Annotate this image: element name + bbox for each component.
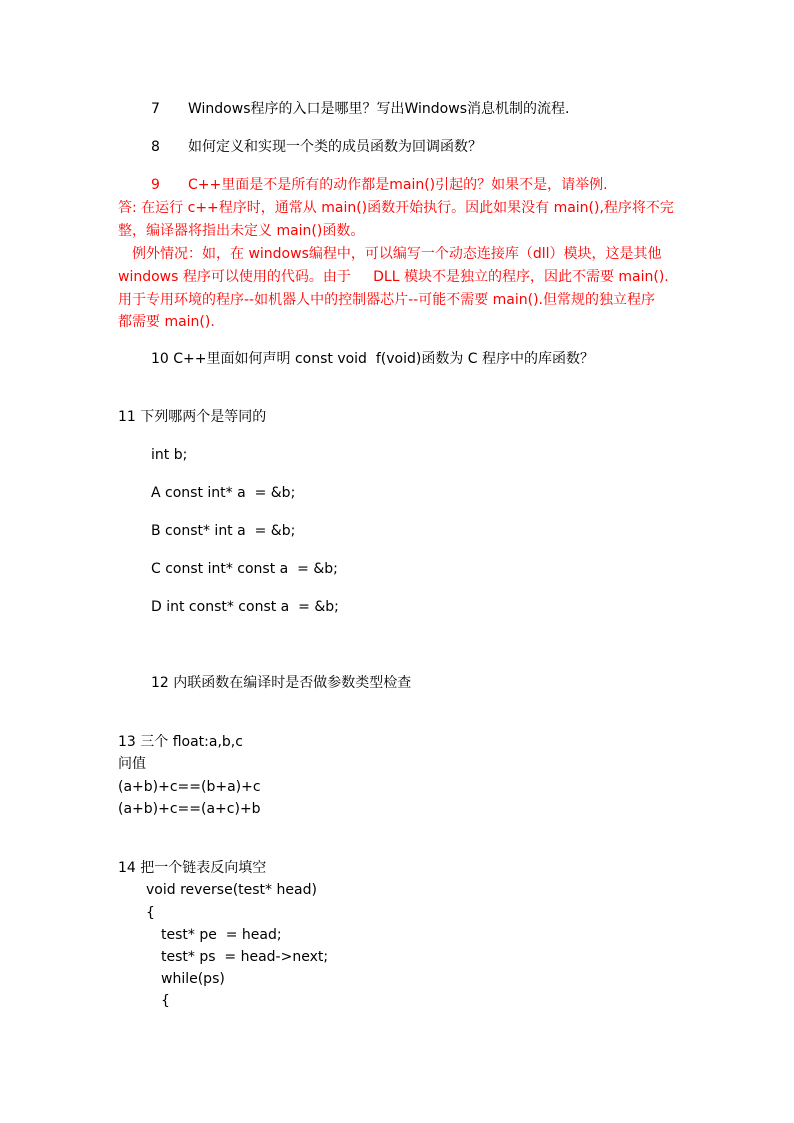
q11-option-d: D int const* const a = &b; — [151, 599, 339, 615]
q9-answer-line: windows 程序可以使用的代码。由于 DLL 模块不是独立的程序，因此不需要 main(). — [118, 269, 669, 285]
q9-number: 9 — [151, 177, 160, 193]
q9-answer-line: 用于专用环境的程序--如机器人中的控制器芯片--可能不需要 main().但常规的独立程序 — [118, 292, 656, 308]
q13-line: (a+b)+c==(a+c)+b — [118, 801, 261, 817]
q8-number: 8 — [151, 139, 160, 155]
q12-text: 12 内联函数在编译时是否做参数类型检查 — [151, 675, 412, 691]
q11-option-a: A const int* a = &b; — [151, 485, 296, 501]
q14-code-line: test* ps = head->next; — [161, 949, 329, 965]
q11-option-b: B const* int a = &b; — [151, 523, 296, 539]
q9-answer-line: 答: 在运行 c++程序时，通常从 main()函数开始执行。因此如果没有 main(),程序将不完 — [118, 200, 674, 216]
q14-code-line: void reverse(test* head) — [146, 882, 317, 898]
q13-line: 13 三个 float:a,b,c — [118, 734, 243, 750]
q11-title: 11 下列哪两个是等同的 — [118, 409, 267, 425]
q14-title: 14 把一个链表反向填空 — [118, 860, 267, 876]
q14-code-line: { — [161, 993, 170, 1009]
q10-text: 10 C++里面如何声明 const void f(void)函数为 C 程序中的库函数？ — [151, 351, 595, 367]
q9-answer-line: 例外情况：如，在 windows编程中，可以编写一个动态连接库（dll）模块，这是其他 — [132, 246, 662, 262]
q9-answer-line: 整，编译器将指出未定义 main()函数。 — [118, 223, 365, 239]
q11-code-line: int b; — [151, 447, 188, 463]
q7-number: 7 — [151, 101, 160, 117]
q11-option-c: C const int* const a = &b; — [151, 561, 338, 577]
q14-code-line: { — [146, 905, 155, 921]
q7-text: Windows程序的入口是哪里？写出Windows消息机制的流程. — [188, 101, 570, 117]
q14-code-line: test* pe = head; — [161, 927, 282, 943]
q13-line: (a+b)+c==(b+a)+c — [118, 779, 261, 795]
q8-text: 如何定义和实现一个类的成员函数为回调函数？ — [188, 139, 482, 155]
q9-answer-line: 都需要 main(). — [118, 314, 215, 330]
q9-text: C++里面是不是所有的动作都是main()引起的？如果不是，请举例. — [188, 177, 608, 193]
q13-line: 问值 — [118, 756, 146, 772]
q14-code-line: while(ps) — [161, 971, 225, 987]
